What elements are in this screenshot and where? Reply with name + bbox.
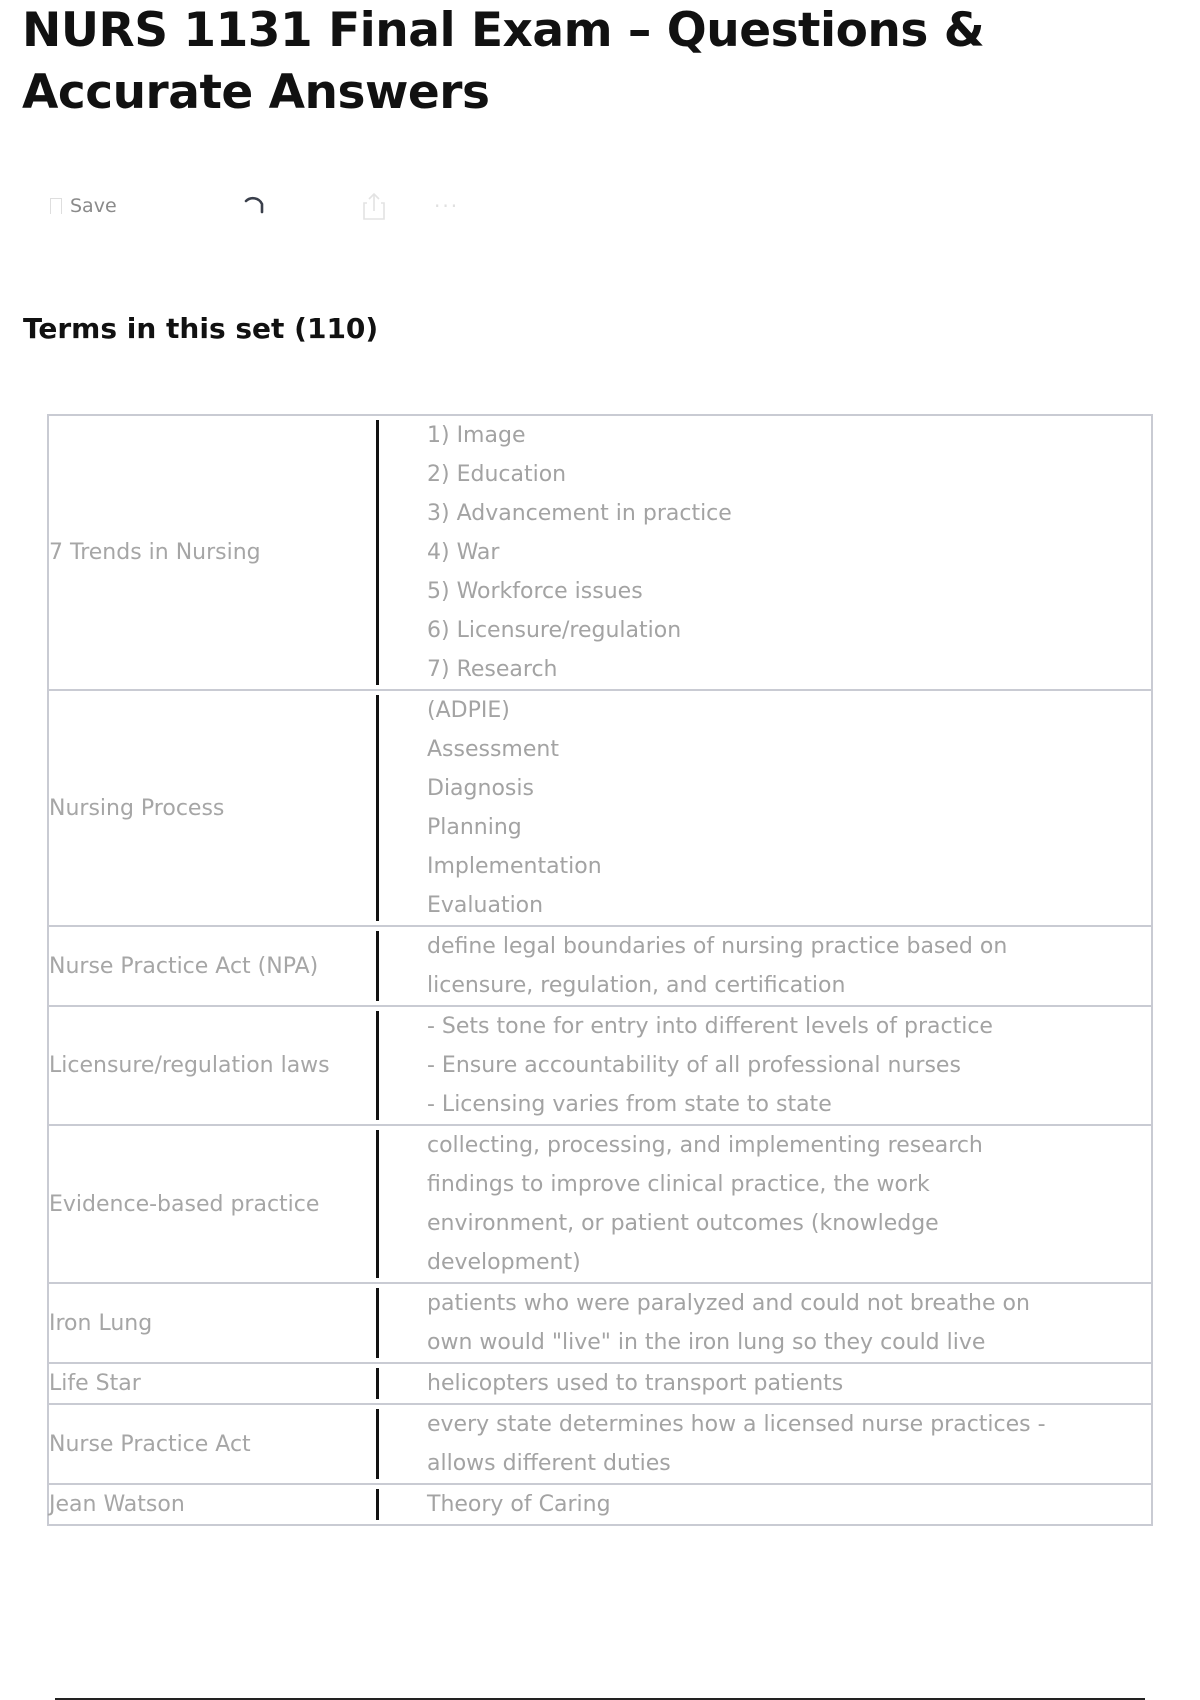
share-button[interactable] (362, 186, 386, 226)
table-row (49, 1485, 1151, 1524)
term-cell (49, 695, 379, 921)
definition-cell (379, 1126, 1151, 1282)
term-text: Evidence-based practice (49, 1191, 320, 1217)
term-cell (49, 1368, 379, 1399)
table-row (49, 1284, 1151, 1364)
definition-cell (379, 927, 1151, 1005)
share-icon (362, 191, 386, 221)
table-row (49, 416, 1151, 691)
definition-line: - Sets tone for entry into different levels of practice (427, 1014, 993, 1039)
table-row (49, 1405, 1151, 1485)
definition-line: allows different duties (427, 1451, 671, 1476)
save-button[interactable] (50, 186, 117, 226)
definition-line: environment, or patient outcomes (knowledge (427, 1211, 939, 1236)
definition-line: 5) Workforce issues (427, 579, 643, 604)
page-title: NURS 1131 Final Exam – Questions & Accurate Answers (22, 3, 985, 120)
definition-cell (379, 416, 1151, 689)
definition-line: development) (427, 1250, 581, 1275)
definition-line: Diagnosis (427, 776, 534, 801)
definition-line: every state determines how a licensed nurse practices - (427, 1412, 1046, 1437)
definition-line: Assessment (427, 737, 559, 762)
definition-line: own would "live" in the iron lung so they could live (427, 1330, 986, 1355)
term-text: Licensure/regulation laws (49, 1053, 330, 1078)
table-row (49, 1364, 1151, 1405)
loading-spinner-icon (240, 186, 268, 226)
table-row (49, 1007, 1151, 1126)
definition-cell (379, 1485, 1151, 1524)
more-options-button[interactable]: ··· (434, 194, 460, 218)
definition-line: Evaluation (427, 893, 544, 918)
definition-line: patients who were paralyzed and could not breathe on (427, 1291, 1030, 1316)
definition-cell (379, 691, 1151, 925)
table-row (49, 691, 1151, 927)
definition-line: Theory of Caring (427, 1492, 611, 1517)
definition-line: 1) Image (427, 423, 526, 448)
definition-cell (379, 1405, 1151, 1483)
definition-line: findings to improve clinical practice, the work (427, 1172, 930, 1197)
table-row (49, 1126, 1151, 1284)
term-cell (49, 1409, 379, 1479)
definition-line: collecting, processing, and implementing research (427, 1133, 983, 1158)
bookmark-icon (50, 198, 62, 214)
term-text: Nursing Process (49, 795, 225, 821)
definition-line: define legal boundaries of nursing practice based on (427, 934, 1008, 959)
terms-table (47, 414, 1153, 1526)
term-cell (49, 1011, 379, 1120)
terms-heading: Terms in this set (110) (23, 312, 379, 345)
definition-line: - Ensure accountability of all professional nurses (427, 1053, 961, 1078)
toolbar (50, 186, 510, 230)
term-cell (49, 1489, 379, 1520)
definition-cell (379, 1007, 1151, 1124)
term-cell (49, 931, 379, 1001)
save-label: Save (70, 195, 117, 217)
term-text: 7 Trends in Nursing (49, 540, 261, 565)
definition-line: 4) War (427, 540, 500, 565)
term-cell (49, 1288, 379, 1358)
term-cell (49, 1130, 379, 1278)
definition-line: helicopters used to transport patients (427, 1371, 844, 1396)
term-text: Jean Watson (49, 1492, 185, 1517)
definition-line: licensure, regulation, and certification (427, 973, 846, 998)
definition-line: 3) Advancement in practice (427, 501, 732, 526)
definition-line: 2) Education (427, 462, 567, 487)
definition-line: - Licensing varies from state to state (427, 1092, 832, 1117)
definition-cell (379, 1364, 1151, 1403)
term-text: Nurse Practice Act (49, 1431, 251, 1457)
definition-line: (ADPIE) (427, 698, 510, 723)
definition-line: Implementation (427, 854, 602, 879)
term-text: Iron Lung (49, 1310, 153, 1336)
term-text: Nurse Practice Act (NPA) (49, 953, 319, 979)
term-cell (49, 420, 379, 685)
definition-line: Planning (427, 815, 522, 840)
definition-cell (379, 1284, 1151, 1362)
definition-line: 6) Licensure/regulation (427, 618, 682, 643)
table-row (49, 927, 1151, 1007)
definition-line: 7) Research (427, 657, 558, 682)
term-text: Life Star (49, 1371, 141, 1396)
